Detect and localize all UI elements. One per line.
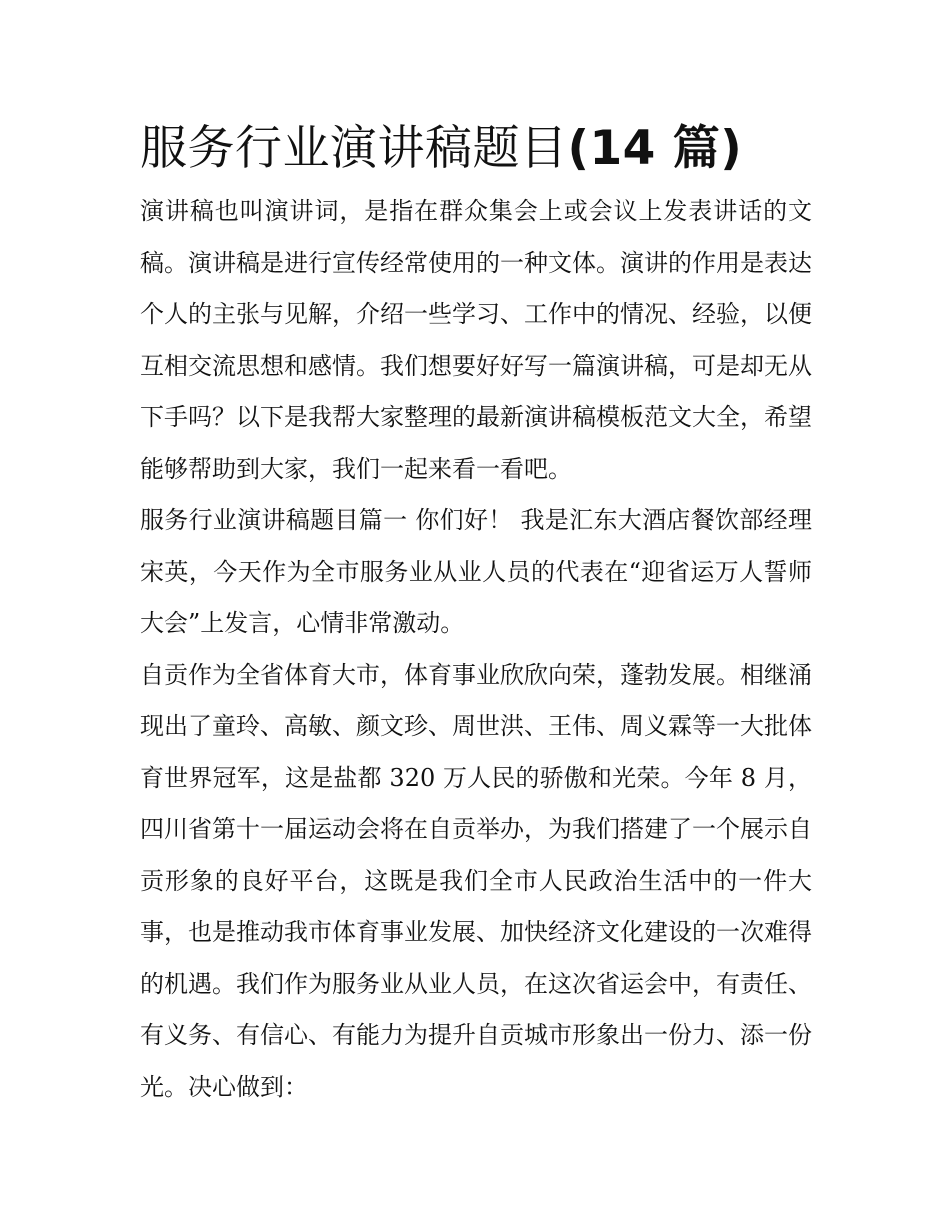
speech-body-paragraph: 自贡作为全省体育大市，体育事业欣欣向荣，蓬勃发展。相继涌现出了童玲、高敏、颜文珍、周世洪、王伟、周义霖等一大批体育世界冠军，这是盐都 320 万人民的骄傲和光荣。今年 8 月，四川省第十一届运动会将在自贡举办，为我们搭建了一个展示自贡形象的良好平台，这既是我们全市人民政治生活中的一件大事，也是推动我市体育事业发展、加快经济文化建设的一次难得的机遇。我们作为服务业从业人员，在这次省运会中，有责任、有义务、有信心、有能力为提升自贡城市形象出一份力、添一份光。决心做到： bbox=[140, 660, 812, 1101]
document-title bbox=[140, 118, 812, 180]
document-title-main: 服务行业演讲稿题目 bbox=[140, 121, 568, 176]
document-body bbox=[140, 118, 812, 1113]
intro-paragraph: 演讲稿也叫演讲词，是指在群众集会上或会议上发表讲话的文稿。演讲稿是进行宣传经常使用的一种文体。演讲的作用是表达个人的主张与见解，介绍一些学习、工作中的情况、经验，以便互相交流思想和感情。我们想要好好写一篇演讲稿，可是却无从下手吗？以下是我帮大家整理的最新演讲稿模板范文大全，希望能够帮助到大家，我们一起来看一看吧。 bbox=[140, 197, 812, 483]
document-title-count: (14 篇) bbox=[567, 121, 743, 176]
speech-opening-paragraph: 服务行业演讲稿题目篇一 你们好！ 我是汇东大酒店餐饮部经理宋英，今天作为全市服务业从业人员的代表在“迎省运万人誓师大会”上发言，心情非常激动。 bbox=[140, 506, 812, 637]
